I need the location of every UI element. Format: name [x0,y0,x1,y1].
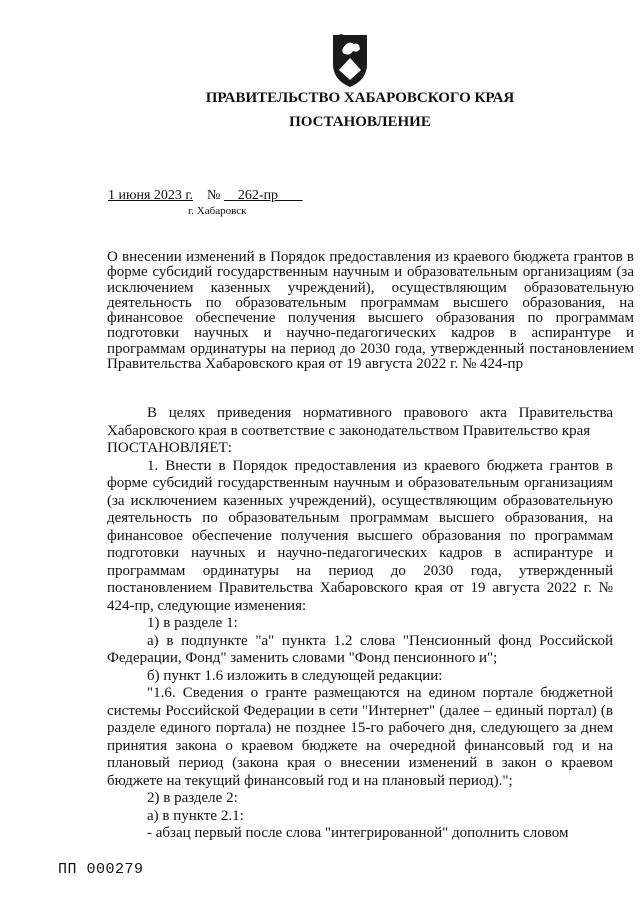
document-title: О внесении изменений в Порядок предоставления из краевого бюджета грантов в форме субсидий государственным научным и образовательным организациям (за исключением казенных учреждений), осуществляющим образовательную деятельность по образовательным программам высшего образования, на финансовое обеспечение получения высшего образования по программам подготовки научных и научно-педагогических кадров в аспирантуре и программам ординатуры на период до 2030 года, утвержденный постановлением Правительства Хабаровского края от 19 августа 2022 г. № 424-пр [107,249,634,373]
quoted-text: "1.6. Сведения о гранте размещаются на едином портале бюджетной системы Российской Федерации в сети "Интернет" (далее – единый портал) (в разделе единого портала) не позднее 15-го рабочего дня, следующего за днем принятия закона о краевом бюджете на очередной финансовый год и на плановый период (закона края о внесении изменений в закон о краевом бюджете на текущий финансовый год и на плановый период)."; [107,685,613,789]
document-code: ПП 000279 [58,861,144,878]
city: г. Хабаровск [188,205,247,217]
clause-1-section-2-a: а) в пункте 2.1: [147,807,244,824]
intro-paragraph: В целях приведения нормативного правового акта Правительства Хабаровского края в соответствие с законодательством Правительство края [107,405,613,439]
decree-date-line [108,188,303,204]
government-name: ПРАВИТЕЛЬСТВО ХАБАРОВСКОГО КРАЯ [205,90,515,106]
clause-1: 1. Внести в Порядок предоставления из краевого бюджета грантов в форме субсидий государственным научным и образовательным организациям (за исключением казенных учреждений), осуществляющим образовательную деятельность по образовательным программам высшего образования, на финансовое обеспечение получения высшего образования по программам подготовки научных и научно-педагогических кадров в аспирантуре и программам ординатуры на период до 2030 года, утвержденный постановлением Правительства Хабаровского края от 19 августа 2022 г. № 424-пр, следующие изменения: [107,457,613,614]
clause-1-section-1-b: б) пункт 1.6 изложить в следующей редакции: [147,667,443,684]
clause-1-section-2: 2) в разделе 2: [147,790,238,806]
document-body [107,405,613,843]
decree-number: 262-пр [237,188,279,203]
clause-1-section-2-a-dash: - абзац первый после слова "интегрированной" дополнить словом [147,825,569,841]
resolves-heading: ПОСТАНОВЛЯЕТ: [107,440,232,456]
coat-of-arms-emblem [326,30,374,90]
clause-1-section-1: 1) в разделе 1: [147,615,238,631]
decree-number-label: № [207,188,221,203]
document-type: ПОСТАНОВЛЕНИЕ [289,114,431,130]
clause-1-section-1-a: а) в подпункте "а" пункта 1.2 слова "Пенсионный фонд Российской Федерации, Фонд" заменить словами "Фонд пенсионного и"; [107,632,613,666]
decree-date: 1 июня 2023 г. [108,188,194,203]
